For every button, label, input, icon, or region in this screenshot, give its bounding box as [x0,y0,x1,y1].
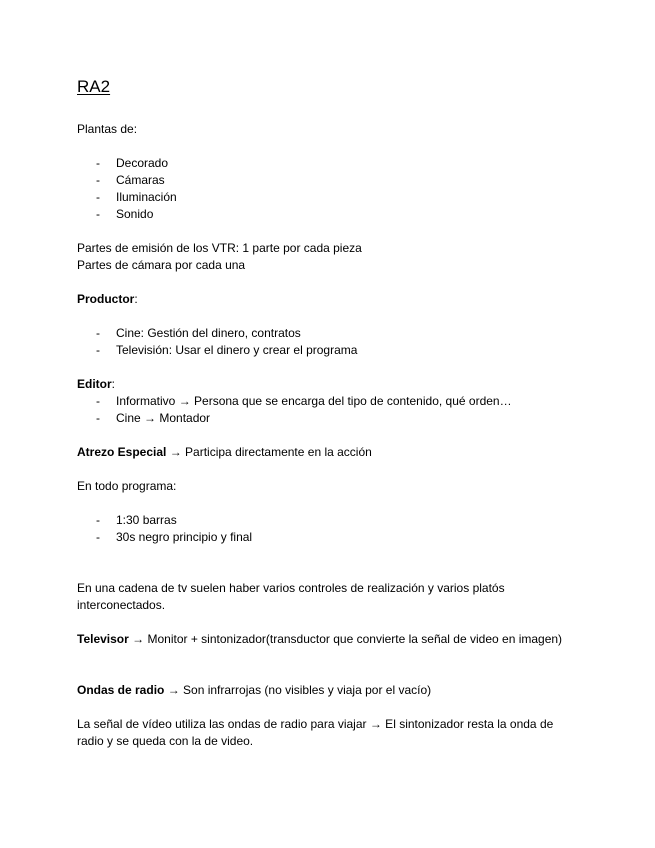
list-item-text: Cine → Montador [116,411,211,425]
plantas-list [77,155,582,223]
list-item [77,172,582,189]
ondas-paragraph [77,682,582,699]
dash-bullet: - [96,173,100,187]
plantas-section [77,121,582,138]
plantas-list-block [77,155,582,223]
programa-section [77,478,582,495]
dash-bullet: - [96,207,100,221]
dash-bullet: - [96,343,100,357]
list-item [77,342,582,359]
list-item [77,189,582,206]
programa-list-block [77,512,582,546]
atrezo-term: Atrezo Especial [77,445,167,459]
list-item-text: Decorado [116,156,169,170]
dash-bullet: - [96,394,100,408]
atrezo-section [77,444,582,461]
list-item-text: Cine: Gestión del dinero, contratos [116,326,301,340]
partes-section [77,240,582,274]
dash-bullet: - [96,190,100,204]
list-item [77,155,582,172]
atrezo-definition: → Participa directamente en la acción [166,445,372,459]
list-item-text: Sonido [116,207,154,221]
programa-intro: En todo programa: [77,479,177,493]
list-item [77,206,582,223]
atrezo-line [77,444,582,461]
editor-section [77,376,582,427]
list-item [77,325,582,342]
ondas-definition: → Son infrarrojas (no visibles y viaja por el vacío) [164,683,432,697]
programa-list [77,512,582,546]
list-item-text: Iluminación [116,190,177,204]
partes-line-1: Partes de emisión de los VTR: 1 parte por cada pieza [77,241,362,255]
senal-paragraph: La señal de vídeo utiliza las ondas de radio para viajar → El sintonizador resta la onda de radio y se queda con la de video. [77,717,554,748]
list-item [77,410,582,427]
editor-heading [77,376,582,393]
cadena-paragraph: En una cadena de tv suelen haber varios controles de realización y varios platós interconectados. [77,581,505,612]
editor-list [77,393,582,427]
list-item-text: 30s negro principio y final [116,530,253,544]
dash-bullet: - [96,513,100,527]
productor-heading [77,291,582,308]
partes-line-2: Partes de cámara por cada una [77,258,246,272]
page-title: RA2 [77,77,111,96]
productor-term: Productor [77,292,135,306]
list-item-text: Televisión: Usar el dinero y crear el programa [116,343,358,357]
ondas-term: Ondas de radio [77,683,165,697]
televisor-term: Televisor [77,632,129,646]
plantas-intro: Plantas de: [77,122,138,136]
editor-suffix: : [111,377,116,391]
dash-bullet: - [96,326,100,340]
ondas-section [77,682,582,699]
list-item [77,393,582,410]
productor-list [77,325,582,359]
televisor-paragraph [77,631,582,648]
list-item-text: Informativo → Persona que se encarga del tipo de contenido, qué orden… [116,394,512,408]
productor-section [77,291,582,308]
editor-term: Editor [77,377,112,391]
list-item [77,529,582,546]
senal-section [77,716,582,750]
productor-list-block [77,325,582,359]
list-item-text: Cámaras [116,173,165,187]
list-item-text: 1:30 barras [116,513,177,527]
dash-bullet: - [96,411,100,425]
list-item [77,512,582,529]
cadena-section [77,580,582,614]
televisor-section [77,631,582,648]
dash-bullet: - [96,530,100,544]
dash-bullet: - [96,156,100,170]
productor-suffix: : [134,292,138,306]
televisor-definition: → Monitor + sintonizador(transductor que convierte la señal de video en imagen) [128,632,563,646]
